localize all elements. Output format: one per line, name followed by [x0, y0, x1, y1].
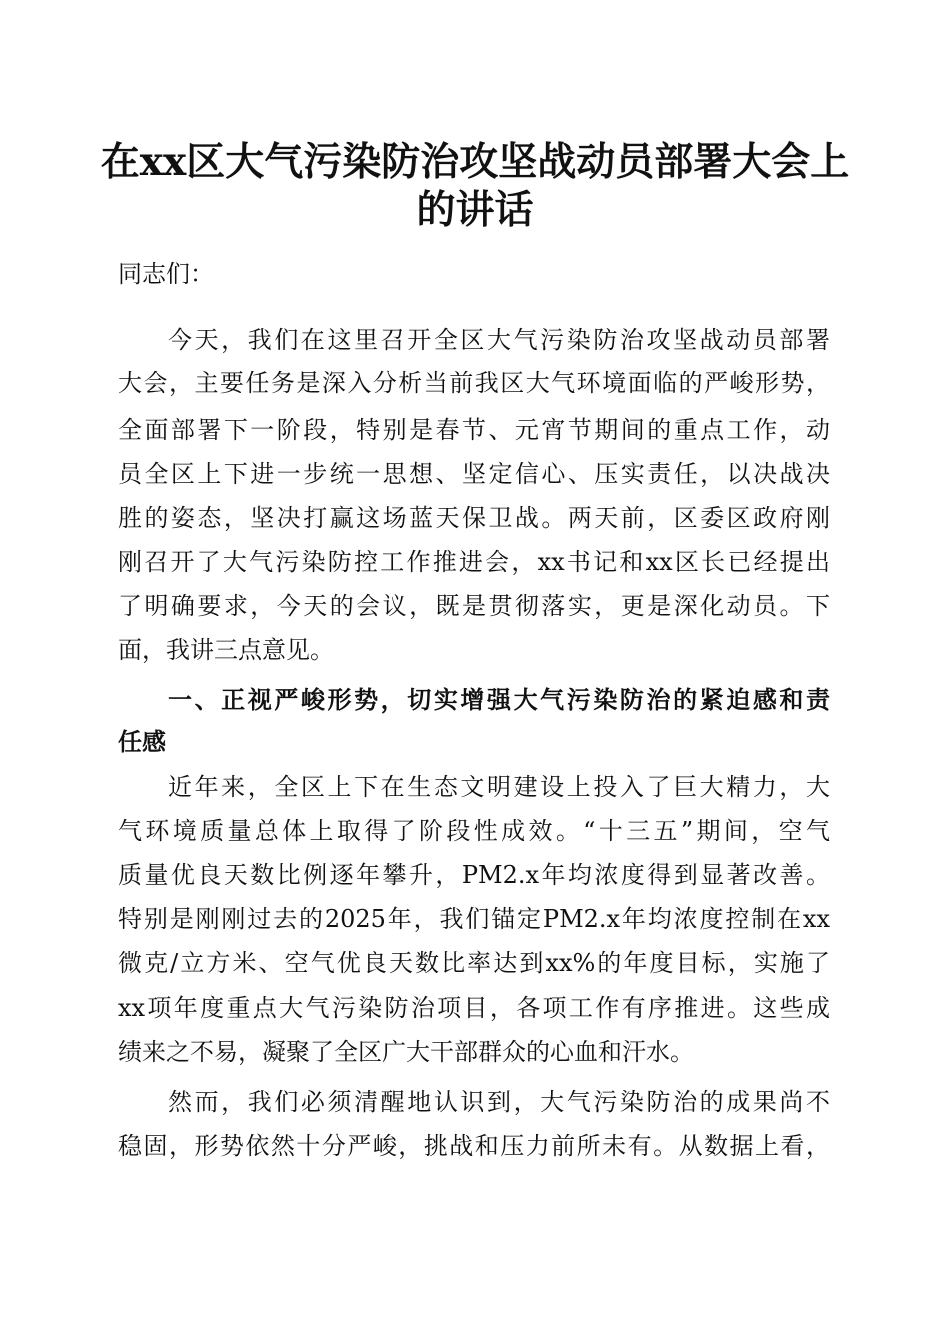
paragraph-line: 胜的姿态，坚决打赢这场蓝天保卫战。两天前，区委区政府刚 [118, 504, 830, 532]
paragraph-line: 气环境质量总体上取得了阶段性成效。“十三五”期间，空气 [118, 817, 830, 845]
paragraph-line: 近年来，全区上下在生态文明建设上投入了巨大精力，大 [168, 773, 830, 801]
paragraph-line: 员全区上下进一步统一思想、坚定信心、压实责任，以决战决 [118, 460, 830, 488]
paragraph-line: 今天，我们在这里召开全区大气污染防治攻坚战动员部署 [168, 326, 830, 354]
paragraph-line: 特别是刚刚过去的2025年，我们锚定PM2.x年均浓度控制在xx [118, 905, 830, 933]
document-title-line-2: 的讲话 [416, 187, 534, 233]
paragraph-line: 质量优良天数比例逐年攀升，PM2.x年均浓度得到显著改善。 [118, 861, 830, 889]
paragraph-line: 面，我讲三点意见。 [118, 636, 334, 664]
paragraph-line: 绩来之不易，凝聚了全区广大干部群众的心血和汗水。 [118, 1038, 694, 1066]
salutation: 同志们： [118, 260, 214, 288]
paragraph-line: 大会，主要任务是深入分析当前我区大气环境面临的严峻形势， [118, 369, 830, 397]
section-heading-line: 一、正视严峻形势，切实增强大气污染防治的紧迫感和责 [168, 686, 830, 714]
paragraph-line: 全面部署下一阶段，特别是春节、元宵节期间的重点工作，动 [118, 416, 830, 444]
paragraph-line: 微克/立方米、空气优良天数比率达到xx%的年度目标，实施了 [118, 949, 830, 977]
paragraph-line: 然而，我们必须清醒地认识到，大气污染防治的成果尚不 [168, 1088, 830, 1116]
paragraph-line: 刚召开了大气污染防控工作推进会，xx书记和xx区长已经提出 [118, 548, 830, 576]
document-title-line-1: 在xx区大气污染防治攻坚战动员部署大会上 [100, 139, 850, 185]
paragraph-line: xx项年度重点大气污染防治项目，各项工作有序推进。这些成 [118, 994, 830, 1022]
paragraph-line: 稳固，形势依然十分严峻，挑战和压力前所未有。从数据上看， [118, 1132, 830, 1160]
paragraph-line: 了明确要求，今天的会议，既是贯彻落实，更是深化动员。下 [118, 592, 830, 620]
section-heading-line: 任感 [118, 728, 166, 756]
